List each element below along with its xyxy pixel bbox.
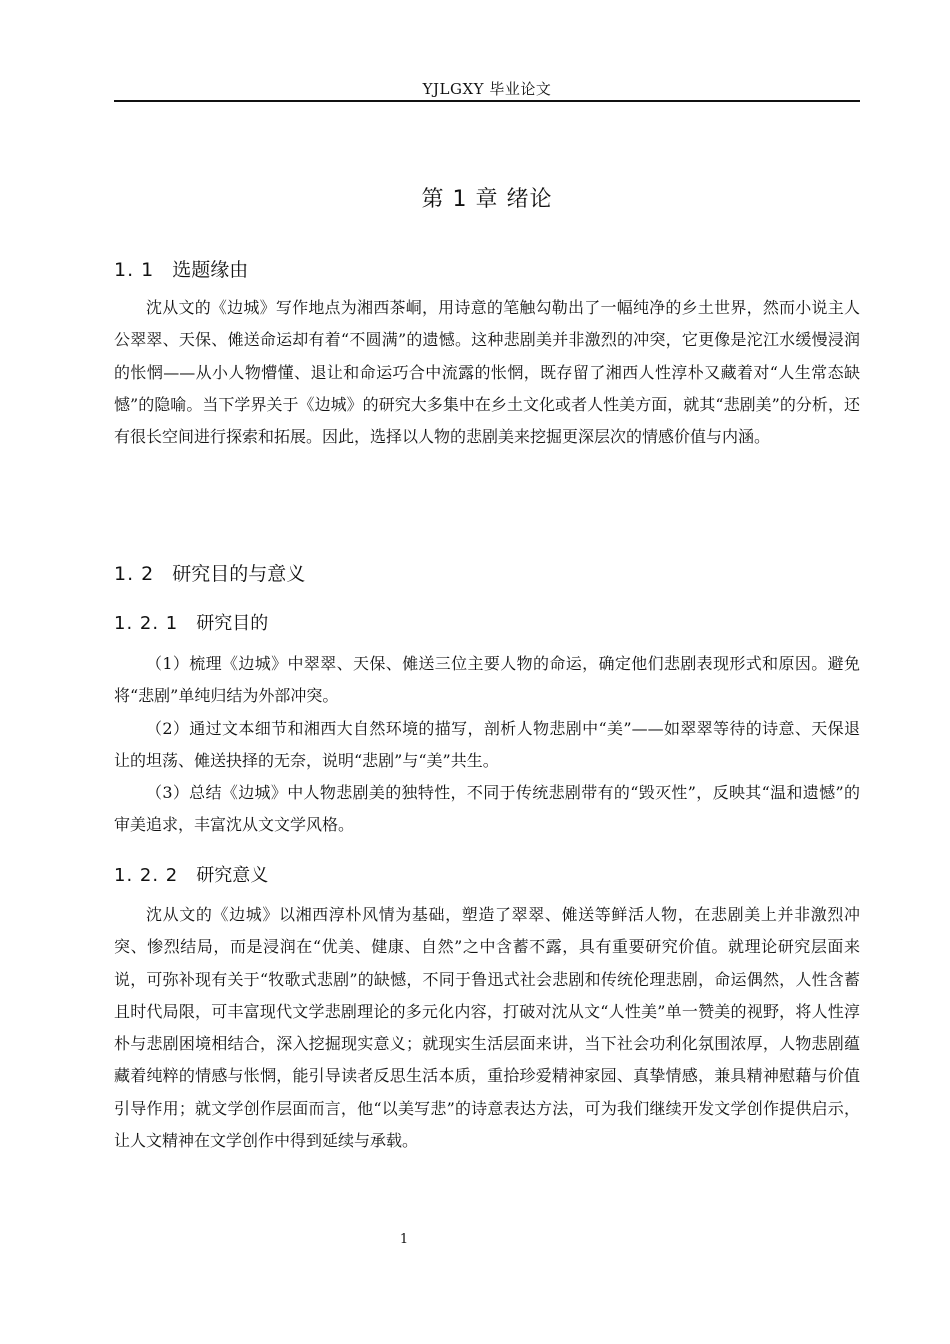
section-1-2-1-body <box>114 648 860 842</box>
page-number: 1 <box>399 1232 409 1247</box>
section-heading-1-2-1 <box>114 609 268 635</box>
section-heading-1-2-2 <box>114 861 268 887</box>
section-heading-1-2 <box>114 559 305 586</box>
section-title: 研究目的与意义 <box>172 563 306 585</box>
section-number: 1. 1 <box>114 259 155 281</box>
paragraph: 沈从文的《边城》写作地点为湘西茶峒，用诗意的笔触勾勒出了一幅纯净的乡土世界，然而小说主人公翠翠、天保、傩送命运却有着“不圆满”的遗憾。这种悲剧美并非激烈的冲突，它更像是沱江水缓慢浸润的怅惘——从小人物懵懂、退让和命运巧合中流露的怅惘，既存留了湘西人性淳朴又藏着对“人生常态缺憾”的隐喻。当下学界关于《边城》的研究大多集中在乡土文化或者人性美方面，就其“悲剧美”的分析，还有很长空间进行探索和拓展。因此，选择以人物的悲剧美来挖掘更深层次的情感价值与内涵。 <box>114 298 860 447</box>
section-number: 1. 2. 2 <box>114 865 179 886</box>
section-heading-1-1 <box>114 255 248 282</box>
list-item: （2）通过文本细节和湘西大自然环境的描写，剖析人物悲剧中“美”——如翠翠等待的诗意、天保退让的坦荡、傩送抉择的无奈，说明“悲剧”与“美”共生。 <box>114 718 860 770</box>
section-number: 1. 2. 1 <box>114 613 179 634</box>
running-header: YJLGXY 毕业论文 <box>422 80 552 98</box>
header-rule <box>114 100 860 102</box>
section-number: 1. 2 <box>114 563 155 585</box>
chapter-title: 第 1 章 绪论 <box>421 187 553 212</box>
section-title: 选题缘由 <box>172 259 249 281</box>
list-item: （3）总结《边城》中人物悲剧美的独特性，不同于传统悲剧带有的“毁灭性”，反映其“温和遗憾”的审美追求，丰富沈从文文学风格。 <box>114 783 860 835</box>
paragraph: 沈从文的《边城》以湘西淳朴风情为基础，塑造了翠翠、傩送等鲜活人物，在悲剧美上并非激烈冲突、惨烈结局，而是浸润在“优美、健康、自然”之中含蓄不露，具有重要研究价值。就理论研究层面来说，可弥补现有关于“牧歌式悲剧”的缺憾，不同于鲁迅式社会悲剧和传统伦理悲剧，命运偶然，人性含蓄且时代局限，可丰富现代文学悲剧理论的多元化内容，打破对沈从文“人性美”单一赞美的视野，将人性淳朴与悲剧困境相结合，深入挖掘现实意义；就现实生活层面来讲，当下社会功利化氛围浓厚，人物悲剧蕴藏着纯粹的情感与怅惘，能引导读者反思生活本质，重拾珍爱精神家园、真挚情感，兼具精神慰藉与价值引导作用；就文学创作层面而言，他“以美写悲”的诗意表达方法，可为我们继续开发文学创作提供启示，让人文精神在文学创作中得到延续与承载。 <box>114 905 860 1151</box>
section-1-2-2-body <box>114 899 860 1157</box>
section-1-1-body <box>114 292 860 453</box>
section-title: 研究意义 <box>196 865 269 886</box>
section-title: 研究目的 <box>196 613 269 634</box>
list-item: （1）梳理《边城》中翠翠、天保、傩送三位主要人物的命运，确定他们悲剧表现形式和原因。避免将“悲剧”单纯归结为外部冲突。 <box>114 654 860 706</box>
